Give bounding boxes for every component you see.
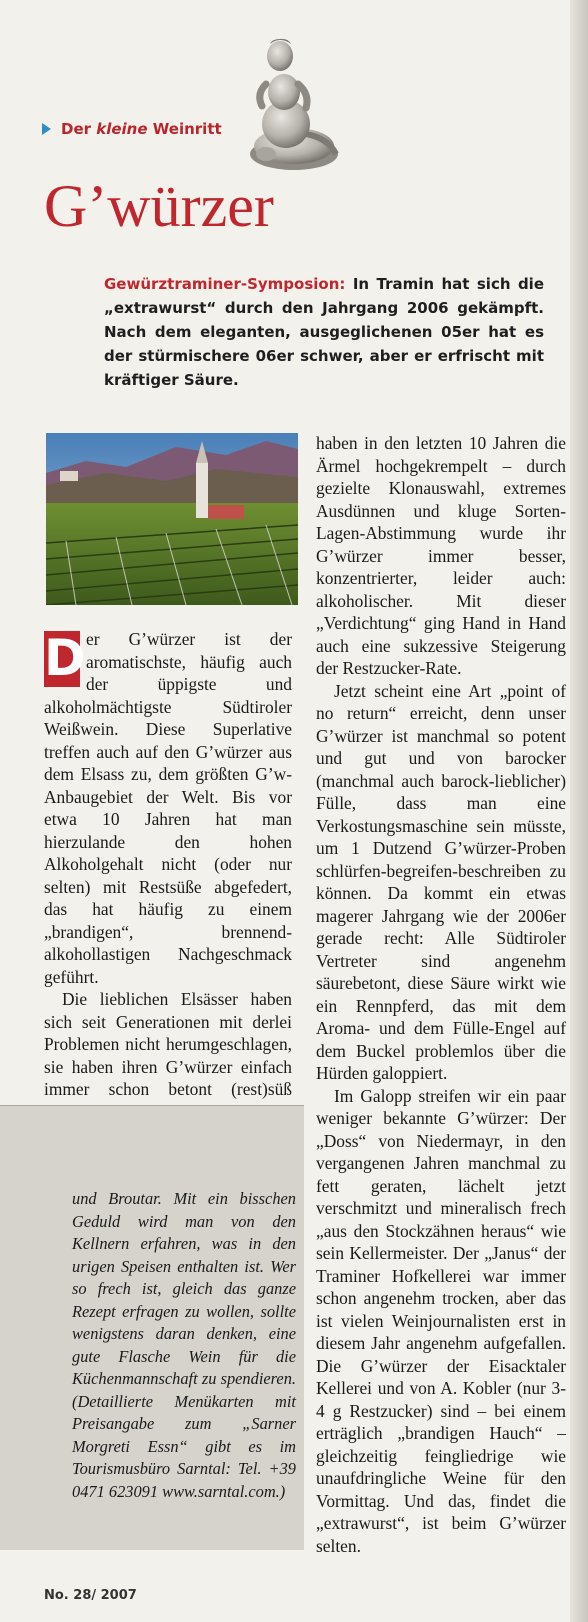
- lead-text: In Tramin hat sich die „extrawurst“ durch den Jahrgang 2006 gekämpft. Nach dem eleganten, ausgeglichenen 05er hat es der stürmischere 06er schwer, aber er erfrischt mit kräftiger Säure.: [104, 275, 544, 389]
- kicker-italic: kleine: [96, 120, 148, 138]
- issue-number: No. 28/ 2007: [44, 1588, 137, 1603]
- vineyard-church-photo: [46, 433, 298, 605]
- lead-paragraph: [104, 272, 544, 392]
- kicker-post: Weinritt: [147, 120, 222, 138]
- right-column: [316, 432, 566, 1557]
- left-paragraph-1-text: er G’würzer ist der aromatischste, häufig auch der üppigste und alkoholmächtigste Südtiroler Weißwein. Diese Superlative treffen auch auf den G’würzer aus dem Elsass zu, dem größten G’w-Anbaugebiet der Welt. Bis vor etwa 10 Jahren hat man hierzulande den hohen Alkoholgehalt nicht (oder nur selten) mit Restsüße abgefedert, das hat häufig zu einem „brandigen“, brennend-alkohollastigen Nachgeschmack geführt.: [44, 629, 292, 987]
- sidebar-text: und Broutar. Mit ein bisschen Geduld wird man von den Kellnern erfahren, was in den urigen Speisen enthalten ist. Wer so frech ist, gleich das ganze Rezept erfragen zu wollen, sollte wenigstens daran denken, eine gute Flasche Wein für die Küchenmannschaft zu spendieren. (Detaillierte Menükarten mit Preisangabe zum „Sarner Morgreti Essn“ gibt es im Tourismusbüro Sarntal: Tel. +39 0471 623091 www.sarntal.com.): [72, 1189, 296, 1501]
- putto-statue-illustration: [236, 34, 346, 174]
- triangle-icon: [42, 123, 51, 135]
- left-column: [44, 628, 292, 1123]
- headline: G’würzer: [44, 173, 274, 239]
- lead-heading: Gewürztraminer-Symposion:: [104, 275, 346, 293]
- right-paragraph-1: haben in den letzten 10 Jahren die Ärmel hochgekrempelt – durch gezielte Klonauswahl, extremes Ausdünnen und kluge Sorten-Lagen-Abstimmung wurde ihr G’würzer immer besser, konzentrierter, leider auch: alkoholischer. Mit dieser „Verdichtung“ ging Hand in Hand auch eine sukzessive Steigerung der Restzucker-Rate.: [316, 433, 566, 678]
- drop-cap: D: [44, 629, 86, 687]
- section-kicker: [42, 120, 222, 138]
- right-paragraph-2: Jetzt scheint eine Art „point of no return“ erreicht, denn unser G’würzer ist manchmal so potent und gut und von barocker (manchmal auch barock-lieblicher) Fülle, dass man eine Verkostungsmaschine sein müsste, um 1 Dutzend G’würzer-Proben schlürfen-begreifen-beschreiben zu können. Da kommt ein etwas magerer Jahrgang wie der 2006er gerade recht: Alle Südtiroler Vertreter sind angenehm säurebetont, diese Säure wirkt wie ein Rennpferd, das mit dem Aroma- und dem Fülle-Engel auf dem Buckel problemlos über die Hürden galoppiert.: [316, 680, 566, 1083]
- left-paragraph-2: Die lieblichen Elsässer haben sich seit Generationen mit derlei Problemen nicht herumgeschlagen, sie haben ihren G’würzer einfach immer schon betont (rest)süß: [44, 989, 292, 1099]
- left-paragraph-1: [44, 628, 292, 988]
- page-edge-shadow: [570, 0, 588, 1622]
- kicker-pre: Der: [61, 120, 97, 138]
- right-paragraph-3: Im Galopp streifen wir ein paar weniger bekannte G’würzer: Der „Doss“ von Niedermayr, in den vergangenen Jahren manchmal zu fett geraten, lächelt jetzt verschmitzt und mineralisch frech „aus den Stockzähnen heraus“ wie sein Kellermeister. Der „Janus“ der Traminer Hofkellerei war immer schon angenehm trocken, aber das ist vielen Weinjournalisten erst in diesem Jahr angenehm aufgefallen. Die G’würzer der Eisacktaler Kellerei und von A. Kobler (nur 3-4 g Restzucker) sind – bei einem erträglich „brandigen Hauch“ – gleichzeitig feingliedrige wie unaufdringliche Weine für den Vormittag. Und das, findet die „extrawurst“, ist beim G’würzer selten.: [316, 1085, 566, 1556]
